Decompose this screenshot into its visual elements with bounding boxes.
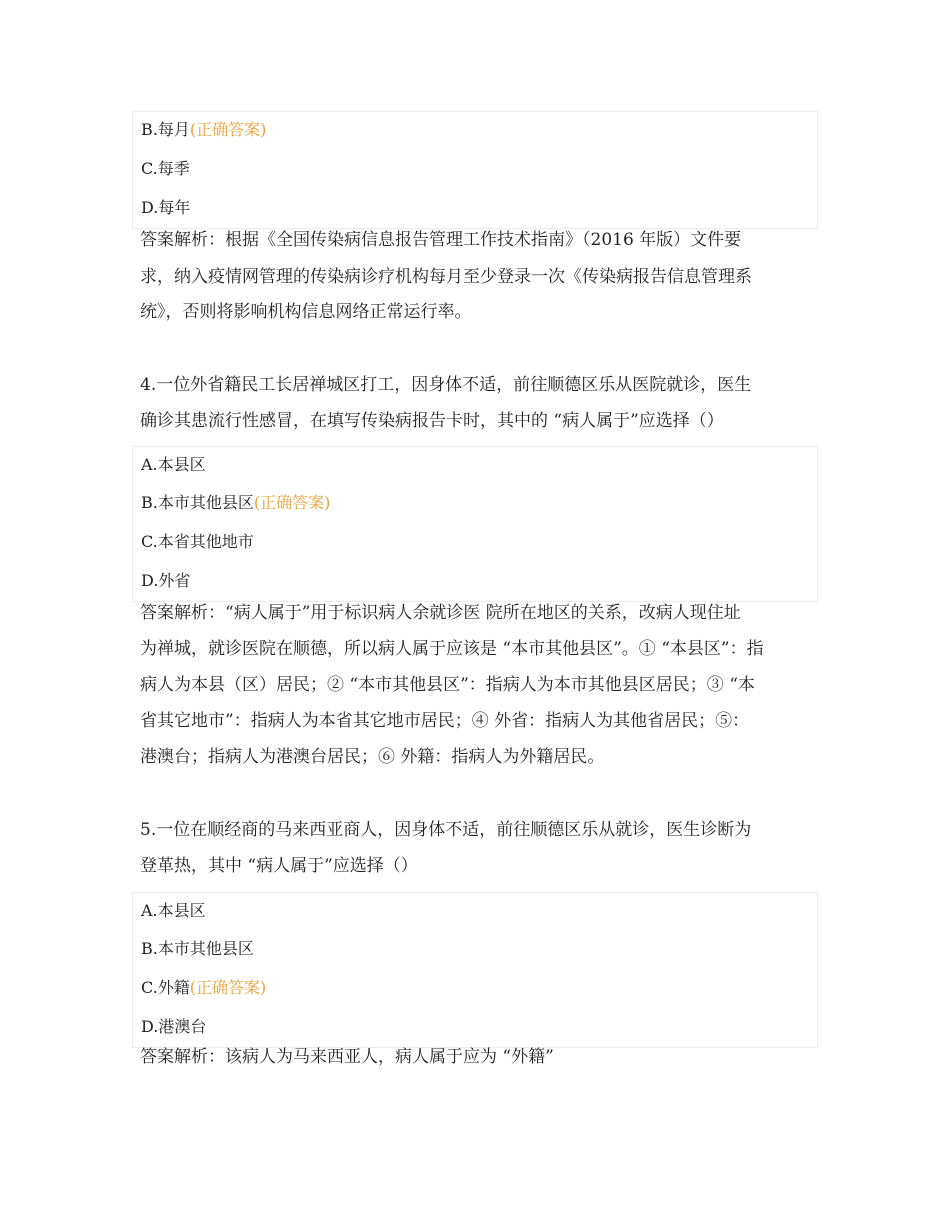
- option-text: C.每季: [141, 159, 190, 178]
- question-5-line: 5.一位在顺经商的马来西亚商人，因身体不适，前往顺德区乐从就诊，医生诊断为: [140, 820, 752, 840]
- option-c: [141, 159, 190, 179]
- analysis-line: 统》，否则将影响机构信息网络正常运行率。: [140, 302, 472, 322]
- option-d: [141, 198, 190, 218]
- option-text: C.本省其他地市: [141, 532, 254, 551]
- option-a: [141, 901, 206, 921]
- analysis-line: 为禅城，就诊医院在顺德，所以病人属于应该是 “本市其他县区”。① “本县区”：指: [140, 639, 764, 659]
- analysis-line: 答案解析：“病人属于”用于标识病人余就诊医 院所在地区的关系，改病人现住址: [140, 603, 741, 623]
- option-text: A.本县区: [141, 901, 206, 920]
- correct-answer-tag: (正确答案): [189, 120, 267, 139]
- analysis-line: 答案解析：该病人为马来西亚人，病人属于应为 “外籍”: [140, 1047, 554, 1067]
- option-text: D.每年: [141, 198, 191, 217]
- option-text: D.外省: [141, 571, 191, 590]
- analysis-line: 省其它地市”：指病人为本省其它地市居民；④ 外省：指病人为其他省居民；⑤：: [140, 711, 750, 731]
- analysis-line: 求，纳入疫情网管理的传染病诊疗机构每月至少登录一次《传染病报告信息管理系: [140, 267, 752, 287]
- options-box-q5: [132, 892, 818, 1048]
- question-4-line: 4.一位外省籍民工长居禅城区打工，因身体不适，前往顺德区乐从医院就诊，医生: [140, 375, 752, 395]
- option-d: [141, 571, 190, 591]
- question-4-line: 确诊其患流行性感冒，在填写传染病报告卡时，其中的 “病人属于”应选择（）: [140, 411, 724, 431]
- option-text: B.每月: [141, 120, 190, 139]
- option-b: [141, 939, 254, 959]
- option-c: [141, 978, 266, 998]
- option-d: [141, 1017, 206, 1037]
- options-box-q3: [132, 111, 818, 229]
- analysis-line: 港澳台；指病人为港澳台居民；⑥ 外籍：指病人为外籍居民。: [140, 747, 605, 767]
- analysis-line: 病人为本县（区）居民；② “本市其他县区”：指病人为本市其他县区居民；③ “本: [140, 675, 755, 695]
- analysis-line: 答案解析：根据《全国传染病信息报告管理工作技术指南》（2016 年版）文件要: [140, 230, 742, 250]
- option-text: D.港澳台: [141, 1017, 207, 1036]
- question-5-line: 登革热，其中 “病人属于”应选择（）: [140, 856, 418, 876]
- option-text: C.外籍: [141, 978, 190, 997]
- option-text: A.本县区: [141, 455, 206, 474]
- option-a: [141, 455, 206, 475]
- option-c: [141, 532, 254, 552]
- correct-answer-tag: (正确答案): [253, 493, 331, 512]
- option-text: B.本市其他县区: [141, 493, 254, 512]
- option-b: [141, 120, 266, 140]
- option-b: [141, 493, 330, 513]
- options-box-q4: [132, 446, 818, 602]
- option-text: B.本市其他县区: [141, 939, 254, 958]
- correct-answer-tag: (正确答案): [189, 978, 267, 997]
